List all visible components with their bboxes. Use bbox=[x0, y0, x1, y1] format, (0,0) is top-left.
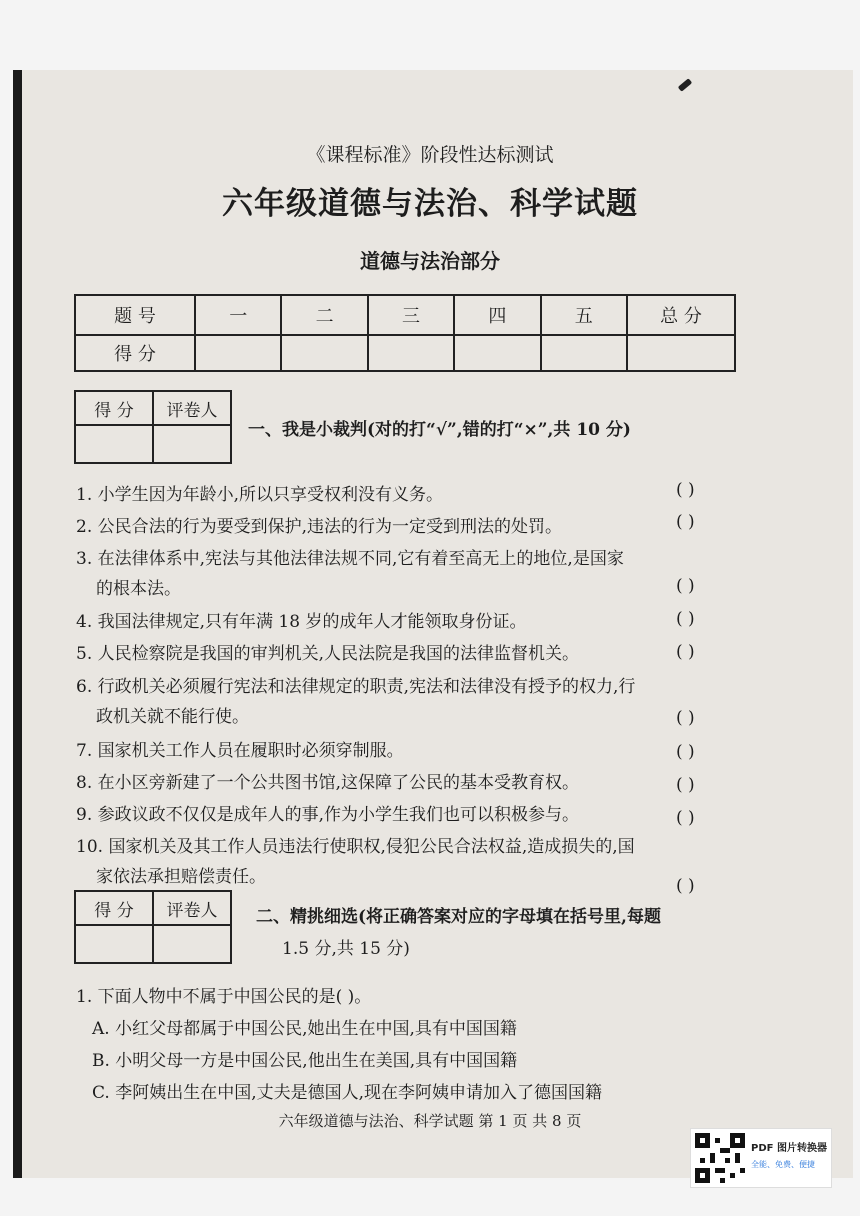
score-header-cell: 题 号 bbox=[75, 295, 195, 335]
question-3-cont: 的根本法。 bbox=[96, 579, 181, 599]
part2-heading-cont: 1.5 分,共 15 分) bbox=[282, 939, 410, 959]
answer-paren: ( ) bbox=[676, 576, 695, 596]
question-6: 6. 行政机关必须履行宪法和法律规定的职责,宪法和法律没有授予的权力,行 bbox=[76, 677, 636, 697]
badge-subtitle: 全能、免费、便捷 bbox=[751, 1160, 815, 1169]
page-footer: 六年级道德与法治、科学试题 第 1 页 共 8 页 bbox=[278, 1112, 582, 1130]
answer-paren: ( ) bbox=[676, 480, 695, 500]
question-3: 3. 在法律体系中,宪法与其他法律法规不同,它有着至高无上的地位,是国家 bbox=[76, 549, 624, 569]
score-header-cell: 二 bbox=[281, 295, 367, 335]
option-c: C. 李阿姨出生在中国,丈夫是德国人,现在李阿姨申请加入了德国国籍 bbox=[92, 1083, 603, 1103]
score-row-label: 得 分 bbox=[75, 335, 195, 371]
score-cell bbox=[627, 335, 735, 371]
question-7: 7. 国家机关工作人员在履职时必须穿制服。 bbox=[76, 741, 404, 761]
exam-subtitle: 《课程标准》阶段性达标测试 bbox=[306, 144, 554, 166]
option-a: A. 小红父母都属于中国公民,她出生在中国,具有中国国籍 bbox=[92, 1019, 517, 1039]
answer-paren: ( ) bbox=[676, 609, 695, 629]
question-9: 9. 参政议政不仅仅是成年人的事,作为小学生我们也可以积极参与。 bbox=[76, 805, 580, 825]
question-4: 4. 我国法律规定,只有年满 18 岁的成年人才能领取身份证。 bbox=[76, 612, 527, 632]
option-b: B. 小明父母一方是中国公民,他出生在美国,具有中国国籍 bbox=[92, 1051, 518, 1071]
answer-paren: ( ) bbox=[676, 512, 695, 532]
question-5: 5. 人民检察院是我国的审判机关,人民法院是我国的法律监督机关。 bbox=[76, 644, 580, 664]
answer-paren: ( ) bbox=[676, 876, 695, 896]
grader-score-label: 得 分 bbox=[75, 391, 153, 425]
score-cell bbox=[454, 335, 540, 371]
part2-heading: 二、精挑细选(将正确答案对应的字母填在括号里,每题 bbox=[256, 907, 661, 927]
score-header-cell: 三 bbox=[368, 295, 454, 335]
grader-name-cell bbox=[153, 425, 231, 463]
score-table bbox=[74, 294, 736, 372]
question-2: 2. 公民合法的行为要受到保护,违法的行为一定受到刑法的处罚。 bbox=[76, 517, 563, 537]
question-10: 10. 国家机关及其工作人员违法行使职权,侵犯公民合法权益,造成损失的,国 bbox=[76, 837, 635, 857]
question-1: 1. 小学生因为年龄小,所以只享受权利没有义务。 bbox=[76, 485, 444, 505]
score-cell bbox=[281, 335, 367, 371]
score-header-cell: 一 bbox=[195, 295, 281, 335]
answer-paren: ( ) bbox=[676, 742, 695, 762]
grader-name-label: 评卷人 bbox=[153, 391, 231, 425]
grader-name-label: 评卷人 bbox=[153, 891, 231, 925]
grader-score-label: 得 分 bbox=[75, 891, 153, 925]
score-header-cell: 总 分 bbox=[627, 295, 735, 335]
grader-box-part2 bbox=[74, 890, 232, 964]
binding-edge bbox=[13, 70, 22, 1178]
answer-paren: ( ) bbox=[676, 775, 695, 795]
grader-name-cell bbox=[153, 925, 231, 963]
question-8: 8. 在小区旁新建了一个公共图书馆,这保障了公民的基本受教育权。 bbox=[76, 773, 580, 793]
score-value-row bbox=[75, 335, 735, 371]
badge-title: PDF 图片转换器 bbox=[751, 1143, 827, 1154]
qr-code-icon bbox=[695, 1133, 745, 1183]
choice-question-1: 1. 下面人物中不属于中国公民的是( )。 bbox=[76, 987, 372, 1007]
score-header-cell: 五 bbox=[541, 295, 627, 335]
score-cell bbox=[541, 335, 627, 371]
grader-score-cell bbox=[75, 425, 153, 463]
score-cell bbox=[368, 335, 454, 371]
answer-paren: ( ) bbox=[676, 642, 695, 662]
grader-box-part1 bbox=[74, 390, 232, 464]
score-header-row bbox=[75, 295, 735, 335]
converter-badge bbox=[690, 1128, 832, 1188]
question-10-cont: 家依法承担赔偿责任。 bbox=[96, 867, 266, 887]
grader-score-cell bbox=[75, 925, 153, 963]
answer-paren: ( ) bbox=[676, 808, 695, 828]
score-header-cell: 四 bbox=[454, 295, 540, 335]
section-title: 道德与法治部分 bbox=[360, 249, 500, 273]
exam-title: 六年级道德与法治、科学试题 bbox=[222, 186, 638, 222]
score-cell bbox=[195, 335, 281, 371]
answer-paren: ( ) bbox=[676, 708, 695, 728]
question-6-cont: 政机关就不能行使。 bbox=[96, 707, 249, 727]
part1-heading: 一、我是小裁判(对的打“√”,错的打“×”,共 10 分) bbox=[248, 420, 631, 440]
